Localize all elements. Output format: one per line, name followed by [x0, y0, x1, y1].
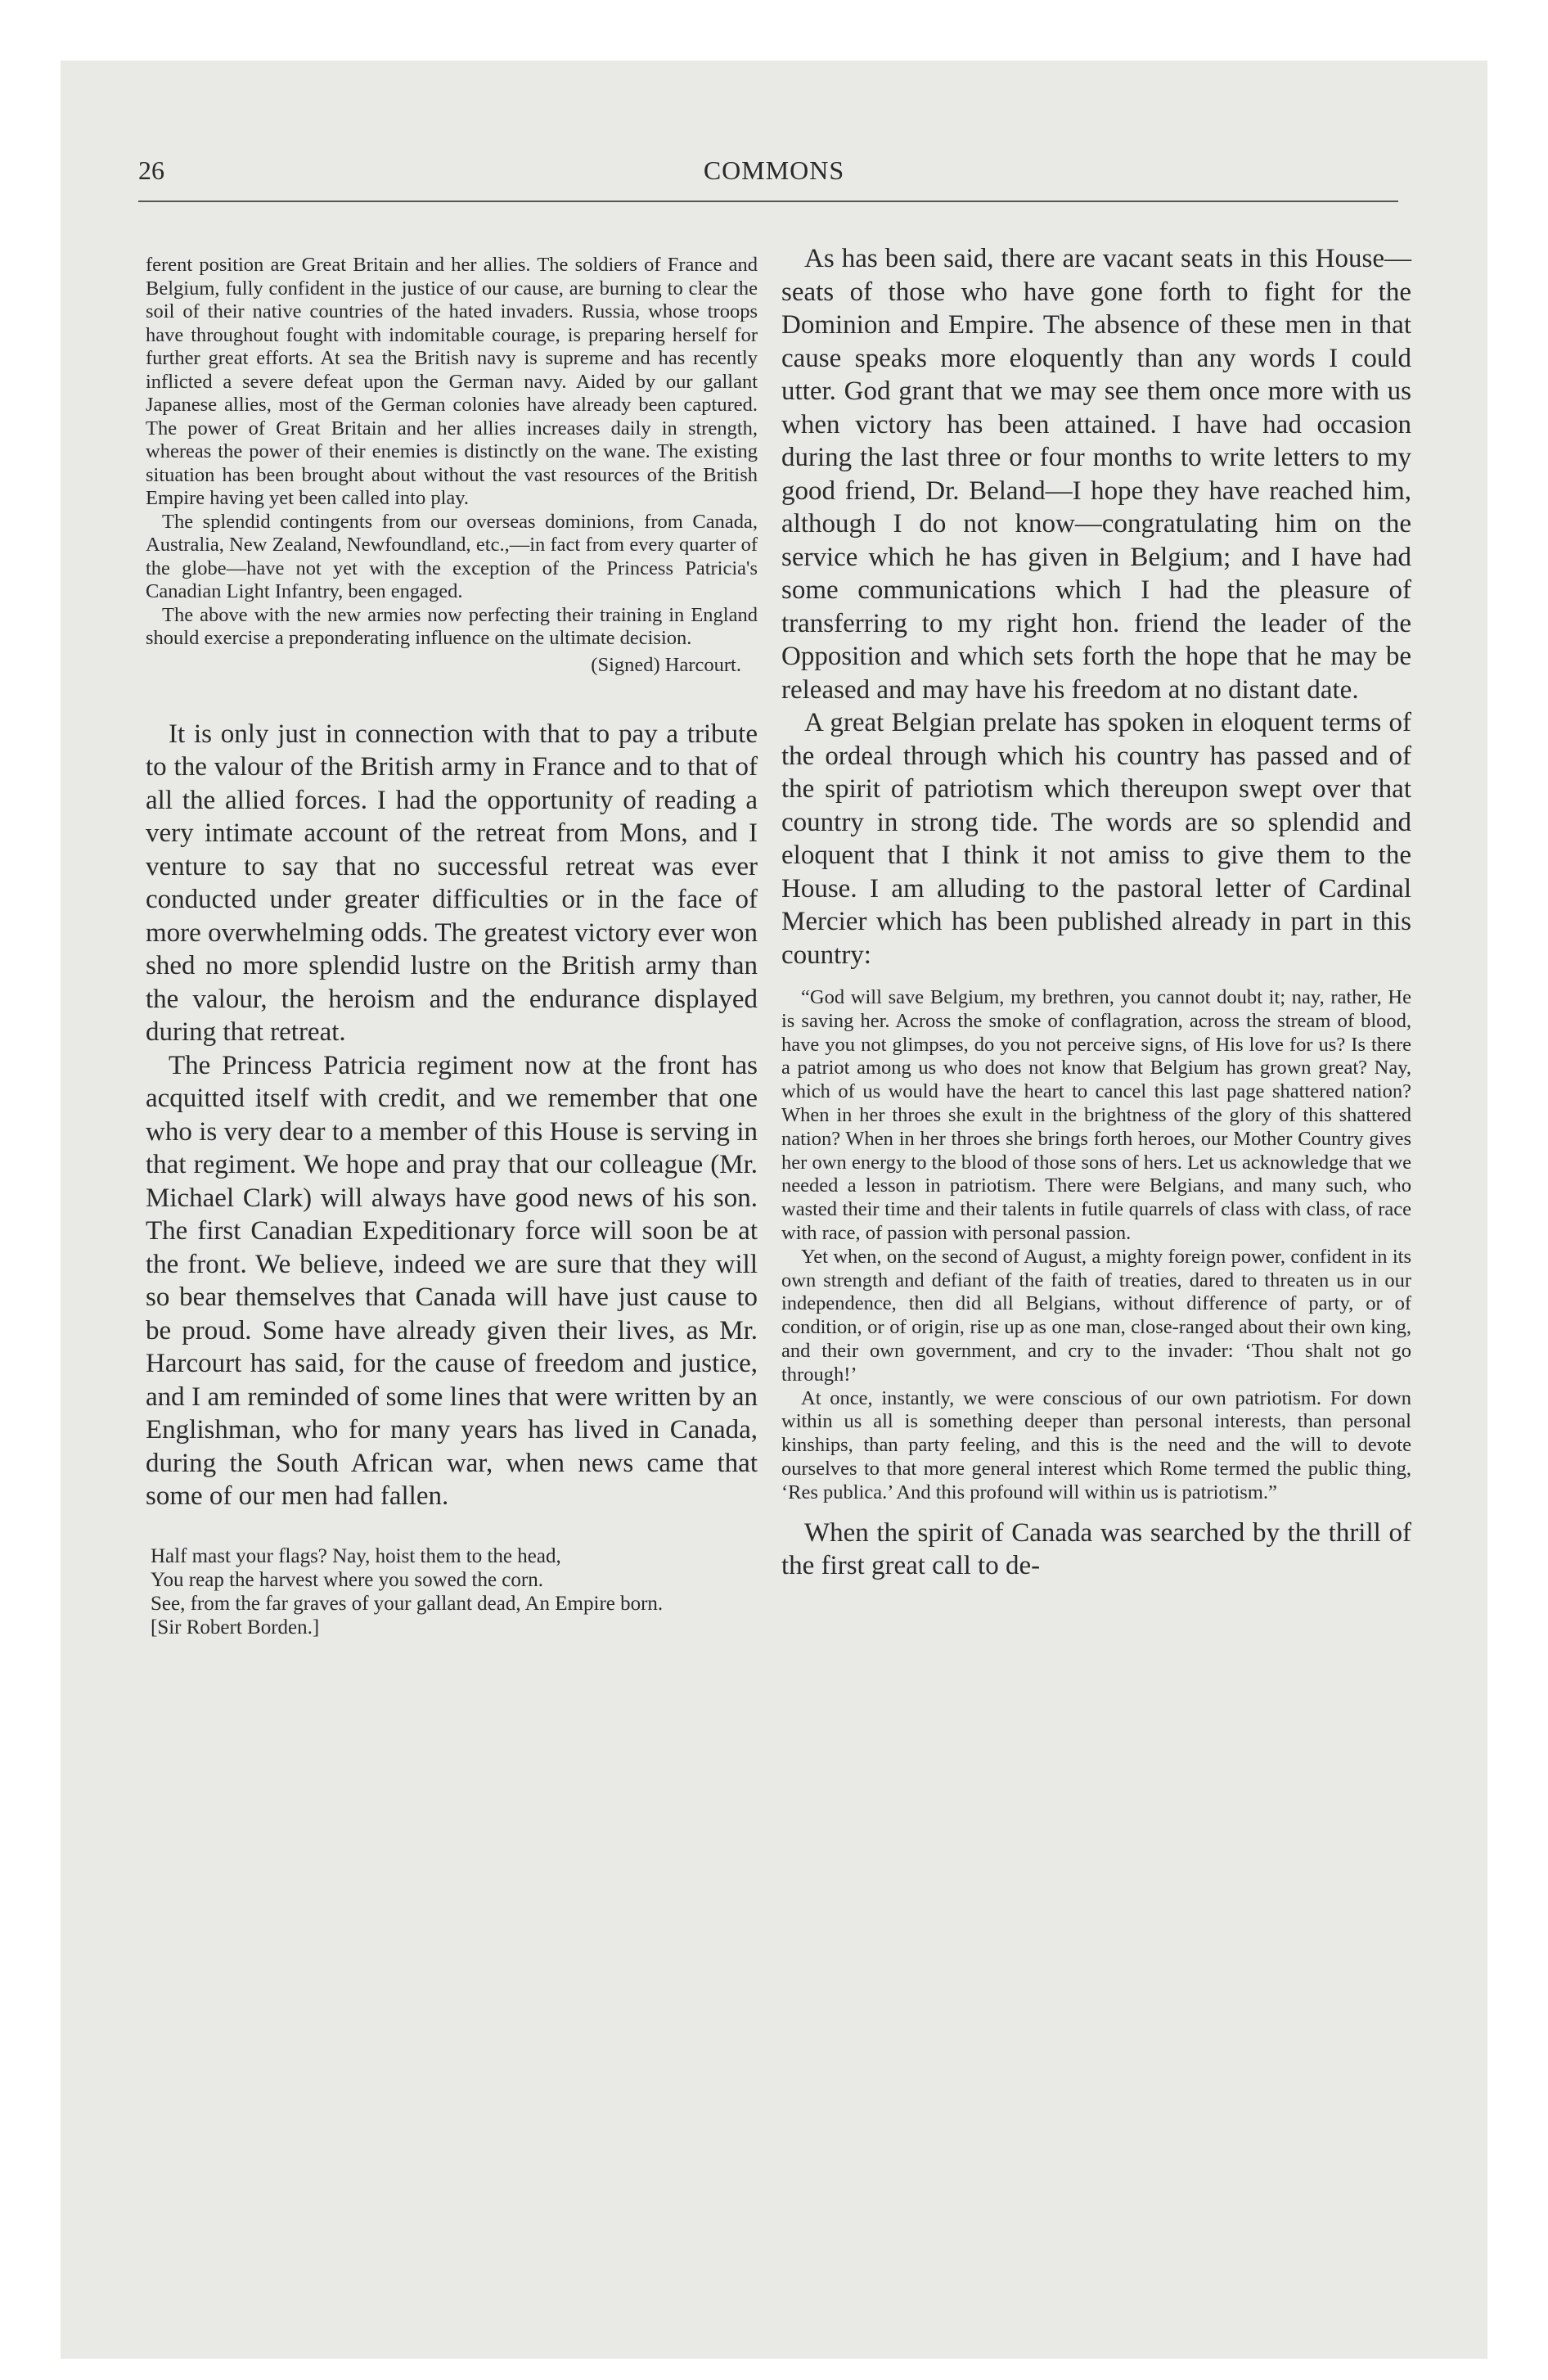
letter-paragraph: The above with the new armies now perfecting their training in England should exercise a preponderating influence on the ultimate decision.: [146, 603, 758, 649]
quote-paragraph: At once, instantly, we were conscious of our own patriotism. For down within us all is something deeper than personal interests, than personal kinships, than party feeling, and this is the need and the will to devote ourselves to that more general interest which Rome termed the public thing, ‘Res publica.’ And this profound will within us is patriotism.”: [781, 1386, 1411, 1503]
speech-paragraph: A great Belgian prelate has spoken in eloquent terms of the ordeal through which his country has passed and of the spirit of patriotism which thereupon swept over that country in strong tide. The words are so splendid and eloquent that I think it not amiss to give them to the House. I am alluding to the pastoral letter of Cardinal Mercier which has been published already in part in this country:: [781, 708, 1411, 970]
right-column: [781, 242, 1411, 1583]
pastoral-letter-quote: [781, 986, 1411, 1505]
letter-paragraph: The splendid contingents from our overseas dominions, from Canada, Australia, New Zealand, Newfoundland, etc.,—in fact from every quarter of the globe—have not yet with the exception of the Princess Patricia's Canadian Light Infantry, been engaged.: [146, 510, 758, 602]
quote-paragraph: “God will save Belgium, my brethren, you cannot doubt it; nay, rather, He is saving her. Across the smoke of conflagration, across the stream of blood, have you not glimpses, do you not perceive signs, of His love for us? Is there a patriot among us who does not know that Belgium has grown great? Nay, which of us would have the heart to cancel this last page shattered nation? When in her throes she exult in the brightness of the glory of this shattered nation? When in her throes she brings forth heroes, our Mother Country gives her own energy to the blood of those sons of hers. Let us acknowledge that we needed a lesson in patriotism. There were Belgians, and many such, who wasted their time and their talents in futile quarrels of class with class, of race with race, of passion with personal passion.: [781, 986, 1411, 1244]
poem: [146, 1544, 758, 1639]
poem-line: You reap the harvest where you sowed the corn.: [151, 1568, 543, 1591]
running-head: COMMONS: [703, 156, 845, 185]
quote-paragraph: Yet when, on the second of August, a mighty foreign power, confident in its own strength and defiant of the faith of treaties, dared to threaten us in our independence, then did all Belgians, without difference of party, or of condition, or of origin, rise up as one man, close-ranged about their own king, and their own government, and cry to the invader: ‘Thou shalt not go through!’: [781, 1245, 1411, 1386]
page-number: 26: [138, 156, 164, 185]
speech-paragraph: The Princess Patricia regiment now at the front has acquitted itself with credit, and we remember that one who is very dear to a member of this House is serving in that regiment. We hope and pray that our colleague (Mr. Michael Clark) will always have good news of his son. The first Canadian Expeditionary force will soon be at the front. We believe, indeed we are sure that they will so bear themselves that Canada will have just cause to be proud. Some have already given their lives, as Mr. Harcourt has said, for the cause of freedom and justice, and I am reminded of some lines that were written by an Englishman, who for many years has lived in Canada, during the South African war, when news came that some of our men had fallen.: [146, 1050, 758, 1511]
header-rule: [138, 201, 1398, 202]
speech-paragraph: As has been said, there are vacant seats in this House—seats of those who have gone forth to fight for the Dominion and Empire. The absence of these men in that cause speaks more eloquently than any words I could utter. God grant that we may see them once more with us when victory has been attained. I have had occasion during the last three or four months to write letters to my good friend, Dr. Beland—I hope they have reached him, although I do not know—congratulating him on the service which he has given in Belgium; and I have had some communications which I had the pleasure of transferring to my right hon. friend the leader of the Opposition and which sets forth the hope that he may be released and may have his freedom at no distant date.: [781, 244, 1411, 705]
poem-line: Half mast your flags? Nay, hoist them to the head,: [151, 1544, 561, 1567]
poem-line: See, from the far graves of your gallant dead, An Empire born.: [151, 1592, 664, 1615]
signature: (Signed) Harcourt.: [591, 653, 741, 676]
letter-paragraph: ferent position are Great Britain and her allies. The soldiers of France and Belgium, fully confident in the justice of our cause, are burning to clear the soil of their native countries of the hated invaders. Russia, whose troops have throughout fought with indomitable courage, is preparing herself for further great efforts. At sea the British navy is supreme and has recently inflicted a severe defeat upon the German navy. Aided by our gallant Japanese allies, most of the German colonies have already been captured. The power of Great Britain and her allies increases daily in strength, whereas the power of their enemies is distinctly on the wane. The existing situation has been brought about without the vast resources of the British Empire having yet been called into play.: [146, 254, 758, 509]
speech-paragraph: When the spirit of Canada was searched by the thrill of the first great call to de-: [781, 1517, 1411, 1581]
poem-citation: [Sir Robert Borden.]: [151, 1616, 320, 1639]
left-column: [146, 254, 758, 1639]
speech-paragraph: It is only just in connection with that to pay a tribute to the valour of the British army in France and to that of all the allied forces. I had the opportunity of reading a very intimate account of the retreat from Mons, and I venture to say that no successful retreat was ever conducted under greater difficulties or in the face of more overwhelming odds. The greatest victory ever won shed no more splendid lustre on the British army than the valour, the heroism and the endurance displayed during that retreat.: [146, 719, 758, 1047]
